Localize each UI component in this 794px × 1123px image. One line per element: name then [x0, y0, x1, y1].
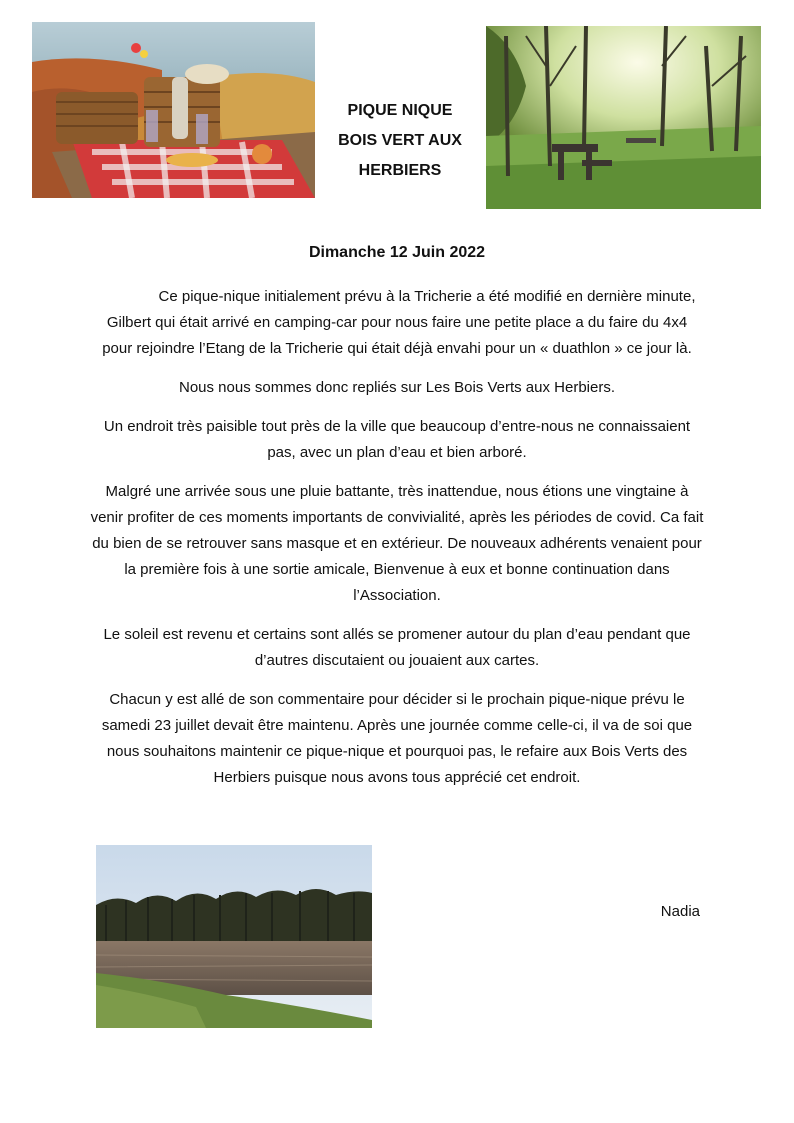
- title-line-3: HERBIERS: [358, 162, 442, 179]
- author-signature: Nadia: [660, 903, 700, 920]
- title-line-2: BOIS VERT AUX: [338, 132, 462, 149]
- paragraph-6: Chacun y est allé de son commentaire pour décider si le prochain pique-nique prévu le samedi 23 juillet devait être maintenu. Après une journée comme celle-ci, il va de soi que nous souhaitons maintenir ce pique-nique et pourquoi pas, le refaire aux Bois Verts des Herbiers puisque nous avons tous apprécié cet endroit.: [101, 691, 693, 786]
- sunlit-woods-picnic-table-photo: [486, 26, 761, 209]
- paragraph-5: Le soleil est revenu et certains sont allés se promener autour du plan d’eau pendant que d’autres discutaient ou jouaient aux cartes.: [103, 626, 691, 669]
- lake-with-pine-trees-photo: [96, 845, 372, 1028]
- paragraph-3: Un endroit très paisible tout près de la ville que beaucoup d’entre-nous ne connaissaient pas, avec un plan d’eau et bien arboré.: [103, 418, 691, 461]
- picnic-basket-photo: [32, 22, 315, 198]
- paragraph-1: Ce pique-nique initialement prévu à la Tricherie a été modifié en dernière minute, Gilbert qui était arrivé en camping-car pour nous faire une petite place a du faire du 4x4 pour rejoindre l’Etang de la Tricherie qui était déjà envahi pour un « duathlon » ce jour là.: [102, 288, 696, 357]
- paragraph-4: Malgré une arrivée sous une pluie battante, très inattendue, nous étions une vingtaine à venir profiter de ces moments importants de convivialité, après les périodes de covid. Ca fait du bien de se retrouver sans masque et en extérieur. De nouveaux adhérents venaient pour la première fois à une sortie amicale, Bienvenue à eux et bonne continuation dans l’Association.: [90, 483, 704, 604]
- page-title: [322, 96, 478, 186]
- title-line-1: PIQUE NIQUE: [347, 102, 453, 119]
- paragraph-2: Nous nous sommes donc repliés sur Les Bois Verts aux Herbiers.: [178, 379, 616, 396]
- event-date: Dimanche 12 Juin 2022: [308, 244, 486, 261]
- article-body: [90, 284, 704, 791]
